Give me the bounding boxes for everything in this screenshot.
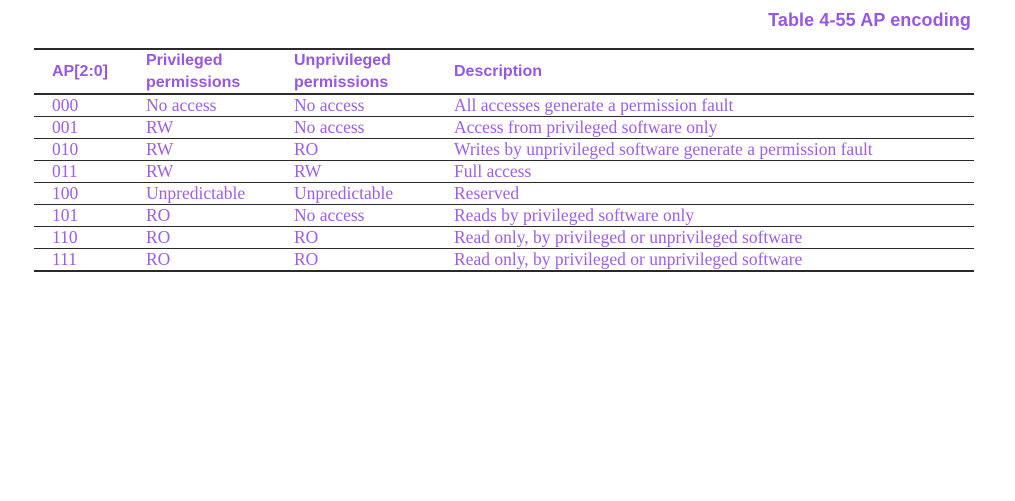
cell-privileged: RW xyxy=(146,139,294,161)
ap-encoding-table-container xyxy=(34,48,974,272)
table-row xyxy=(34,161,974,183)
cell-unprivileged: No access xyxy=(294,117,454,139)
table-body xyxy=(34,94,974,271)
cell-description: All accesses generate a permission fault xyxy=(454,94,974,117)
cell-unprivileged: No access xyxy=(294,94,454,117)
table-row xyxy=(34,183,974,205)
cell-ap: 001 xyxy=(34,117,146,139)
cell-unprivileged: RO xyxy=(294,139,454,161)
column-header-privileged-permissions: Privileged permissions xyxy=(146,49,294,94)
cell-description: Read only, by privileged or unprivileged software xyxy=(454,227,974,249)
table-row xyxy=(34,139,974,161)
cell-unprivileged: RW xyxy=(294,161,454,183)
cell-ap: 011 xyxy=(34,161,146,183)
table-row xyxy=(34,205,974,227)
cell-ap: 111 xyxy=(34,249,146,272)
cell-privileged: RO xyxy=(146,249,294,272)
table-row xyxy=(34,249,974,272)
cell-description: Reserved xyxy=(454,183,974,205)
table-header xyxy=(34,49,974,94)
cell-description: Writes by unprivileged software generate a permission fault xyxy=(454,139,974,161)
cell-unprivileged: No access xyxy=(294,205,454,227)
table-row xyxy=(34,94,974,117)
table-row xyxy=(34,117,974,139)
cell-ap: 101 xyxy=(34,205,146,227)
cell-unprivileged: Unpredictable xyxy=(294,183,454,205)
cell-ap: 110 xyxy=(34,227,146,249)
table-header-row xyxy=(34,49,974,94)
cell-privileged: Unpredictable xyxy=(146,183,294,205)
cell-description: Full access xyxy=(454,161,974,183)
cell-description: Access from privileged software only xyxy=(454,117,974,139)
cell-privileged: No access xyxy=(146,94,294,117)
cell-privileged: RO xyxy=(146,227,294,249)
cell-privileged: RW xyxy=(146,161,294,183)
cell-description: Reads by privileged software only xyxy=(454,205,974,227)
cell-privileged: RO xyxy=(146,205,294,227)
column-header-unprivileged-permissions: Unprivileged permissions xyxy=(294,49,454,94)
cell-ap: 000 xyxy=(34,94,146,117)
table-row xyxy=(34,227,974,249)
cell-ap: 010 xyxy=(34,139,146,161)
cell-description: Read only, by privileged or unprivileged software xyxy=(454,249,974,272)
table-caption: Table 4-55 AP encoding xyxy=(768,10,971,30)
column-header-ap: AP[2:0] xyxy=(34,49,146,94)
cell-unprivileged: RO xyxy=(294,249,454,272)
cell-unprivileged: RO xyxy=(294,227,454,249)
ap-encoding-table xyxy=(34,48,974,272)
column-header-description: Description xyxy=(454,49,974,94)
cell-ap: 100 xyxy=(34,183,146,205)
cell-privileged: RW xyxy=(146,117,294,139)
